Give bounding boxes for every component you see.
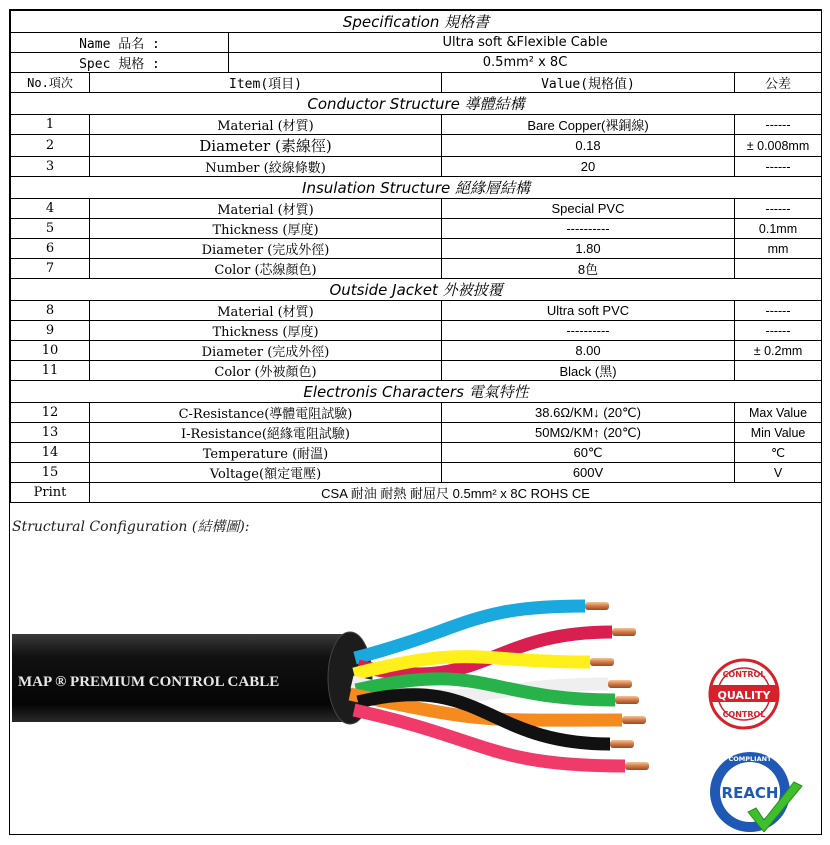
header-value: Value(規格值) xyxy=(442,73,735,93)
row-item: Number (絞線條數) xyxy=(90,157,442,177)
row-value: 8.00 xyxy=(442,341,735,361)
row-tolerance xyxy=(735,259,822,279)
copper-conductor xyxy=(622,716,646,724)
row-no: 14 xyxy=(11,443,90,463)
row-tolerance: ℃ xyxy=(735,443,822,463)
row-item: Color (芯線顏色) xyxy=(90,259,442,279)
row-value: 0.18 xyxy=(442,135,735,157)
section-electronic: Electronis Characters 電氣特性 xyxy=(11,381,822,403)
table-row xyxy=(11,301,822,321)
row-item: Diameter (素線徑) xyxy=(90,135,442,157)
table-row xyxy=(11,157,822,177)
row-tolerance: ------ xyxy=(735,321,822,341)
row-item: Diameter (完成外徑) xyxy=(90,239,442,259)
copper-conductor xyxy=(608,680,632,688)
quality-control-badge xyxy=(710,660,778,728)
row-value: 1.80 xyxy=(442,239,735,259)
row-tolerance xyxy=(735,361,822,381)
quality-bottom-text: CONTROL xyxy=(722,710,766,719)
section-insulation: Insulation Structure 絕緣層結構 xyxy=(11,177,822,199)
row-item: Temperature (耐溫) xyxy=(90,443,442,463)
table-row xyxy=(11,361,822,381)
row-value: 50MΩ/KM↑ (20℃) xyxy=(442,423,735,443)
row-tolerance: 0.1mm xyxy=(735,219,822,239)
copper-conductor xyxy=(612,628,636,636)
reach-middle-text: REACH xyxy=(721,784,779,802)
row-no: 7 xyxy=(11,259,90,279)
row-item: Thickness (厚度) xyxy=(90,219,442,239)
header-item: Item(項目) xyxy=(90,73,442,93)
copper-conductor xyxy=(585,602,609,610)
table-row xyxy=(11,135,822,157)
row-item: Thickness (厚度) xyxy=(90,321,442,341)
table-row xyxy=(11,423,822,443)
row-tolerance: ± 0.2mm xyxy=(735,341,822,361)
row-item: Diameter (完成外徑) xyxy=(90,341,442,361)
row-value: 38.6Ω/KM↓ (20℃) xyxy=(442,403,735,423)
copper-conductor xyxy=(610,740,634,748)
cable-illustration xyxy=(10,582,821,832)
copper-conductor xyxy=(625,762,649,770)
structural-configuration xyxy=(10,512,821,834)
table-row xyxy=(11,219,822,239)
spec-sheet xyxy=(9,9,822,835)
table-row xyxy=(11,341,822,361)
row-tolerance: ± 0.008mm xyxy=(735,135,822,157)
row-value: ---------- xyxy=(442,219,735,239)
table-row xyxy=(11,239,822,259)
row-no: 6 xyxy=(11,239,90,259)
row-value: 20 xyxy=(442,157,735,177)
config-label: Structural Configuration (結構圖): xyxy=(12,519,250,535)
row-item: Material (材質) xyxy=(90,115,442,135)
row-item: Color (外被顏色) xyxy=(90,361,442,381)
row-tolerance: mm xyxy=(735,239,822,259)
spec-table xyxy=(10,10,822,503)
section-conductor: Conductor Structure 導體結構 xyxy=(11,93,822,115)
row-no: 4 xyxy=(11,199,90,219)
table-row xyxy=(11,403,822,423)
print-row xyxy=(11,483,822,503)
table-row xyxy=(11,321,822,341)
row-value: 60℃ xyxy=(442,443,735,463)
row-value: ---------- xyxy=(442,321,735,341)
row-tolerance: ------ xyxy=(735,301,822,321)
row-no: 12 xyxy=(11,403,90,423)
sheet-title: Specification 規格書 xyxy=(11,11,822,33)
row-value: Bare Copper(裸銅線) xyxy=(442,115,735,135)
row-no: 13 xyxy=(11,423,90,443)
spec-value: 0.5mm² x 8C xyxy=(229,53,822,73)
row-no: 3 xyxy=(11,157,90,177)
row-no: 1 xyxy=(11,115,90,135)
row-item: Material (材質) xyxy=(90,301,442,321)
table-row xyxy=(11,259,822,279)
row-tolerance: V xyxy=(735,463,822,483)
row-tolerance: Max Value xyxy=(735,403,822,423)
section-jacket: Outside Jacket 外被披覆 xyxy=(11,279,822,301)
row-item: Voltage(額定電壓) xyxy=(90,463,442,483)
print-value: CSA 耐油 耐熱 耐屈尺 0.5mm² x 8C ROHS CE xyxy=(90,483,822,503)
row-tolerance: ------ xyxy=(735,115,822,135)
quality-top-text: CONTROL xyxy=(722,670,766,679)
header-tolerance: 公差 xyxy=(735,73,822,93)
name-value: Ultra soft &Flexible Cable xyxy=(229,33,822,53)
row-no: 11 xyxy=(11,361,90,381)
row-no: 5 xyxy=(11,219,90,239)
reach-compliant-badge xyxy=(679,752,821,832)
row-value: Special PVC xyxy=(442,199,735,219)
reach-ring-text: COMPLIANT · COMPLIANT · COMPLIANT xyxy=(678,755,821,763)
row-value: 600V xyxy=(442,463,735,483)
row-item: C-Resistance(導體電阻試驗) xyxy=(90,403,442,423)
copper-conductor xyxy=(615,696,639,704)
row-tolerance: ------ xyxy=(735,157,822,177)
row-no: 10 xyxy=(11,341,90,361)
table-row xyxy=(11,199,822,219)
table-row xyxy=(11,443,822,463)
wire-bundle xyxy=(350,602,649,770)
row-item: Material (材質) xyxy=(90,199,442,219)
spec-label: Spec 規格 : xyxy=(11,53,229,73)
row-value: Ultra soft PVC xyxy=(442,301,735,321)
row-tolerance: ------ xyxy=(735,199,822,219)
row-value: 8色 xyxy=(442,259,735,279)
header-no: No.項次 xyxy=(11,73,90,93)
quality-middle-text: QUALITY xyxy=(717,689,771,702)
print-label: Print xyxy=(11,483,90,503)
row-no: 2 xyxy=(11,135,90,157)
row-item: I-Resistance(絕緣電阻試驗) xyxy=(90,423,442,443)
table-row xyxy=(11,115,822,135)
row-no: 8 xyxy=(11,301,90,321)
row-tolerance: Min Value xyxy=(735,423,822,443)
row-no: 9 xyxy=(11,321,90,341)
cable-print: MAP ® PREMIUM CONTROL CABLE xyxy=(18,674,280,690)
table-row xyxy=(11,463,822,483)
row-no: 15 xyxy=(11,463,90,483)
copper-conductor xyxy=(590,658,614,666)
name-label: Name 品名 : xyxy=(11,33,229,53)
row-value: Black (黑) xyxy=(442,361,735,381)
